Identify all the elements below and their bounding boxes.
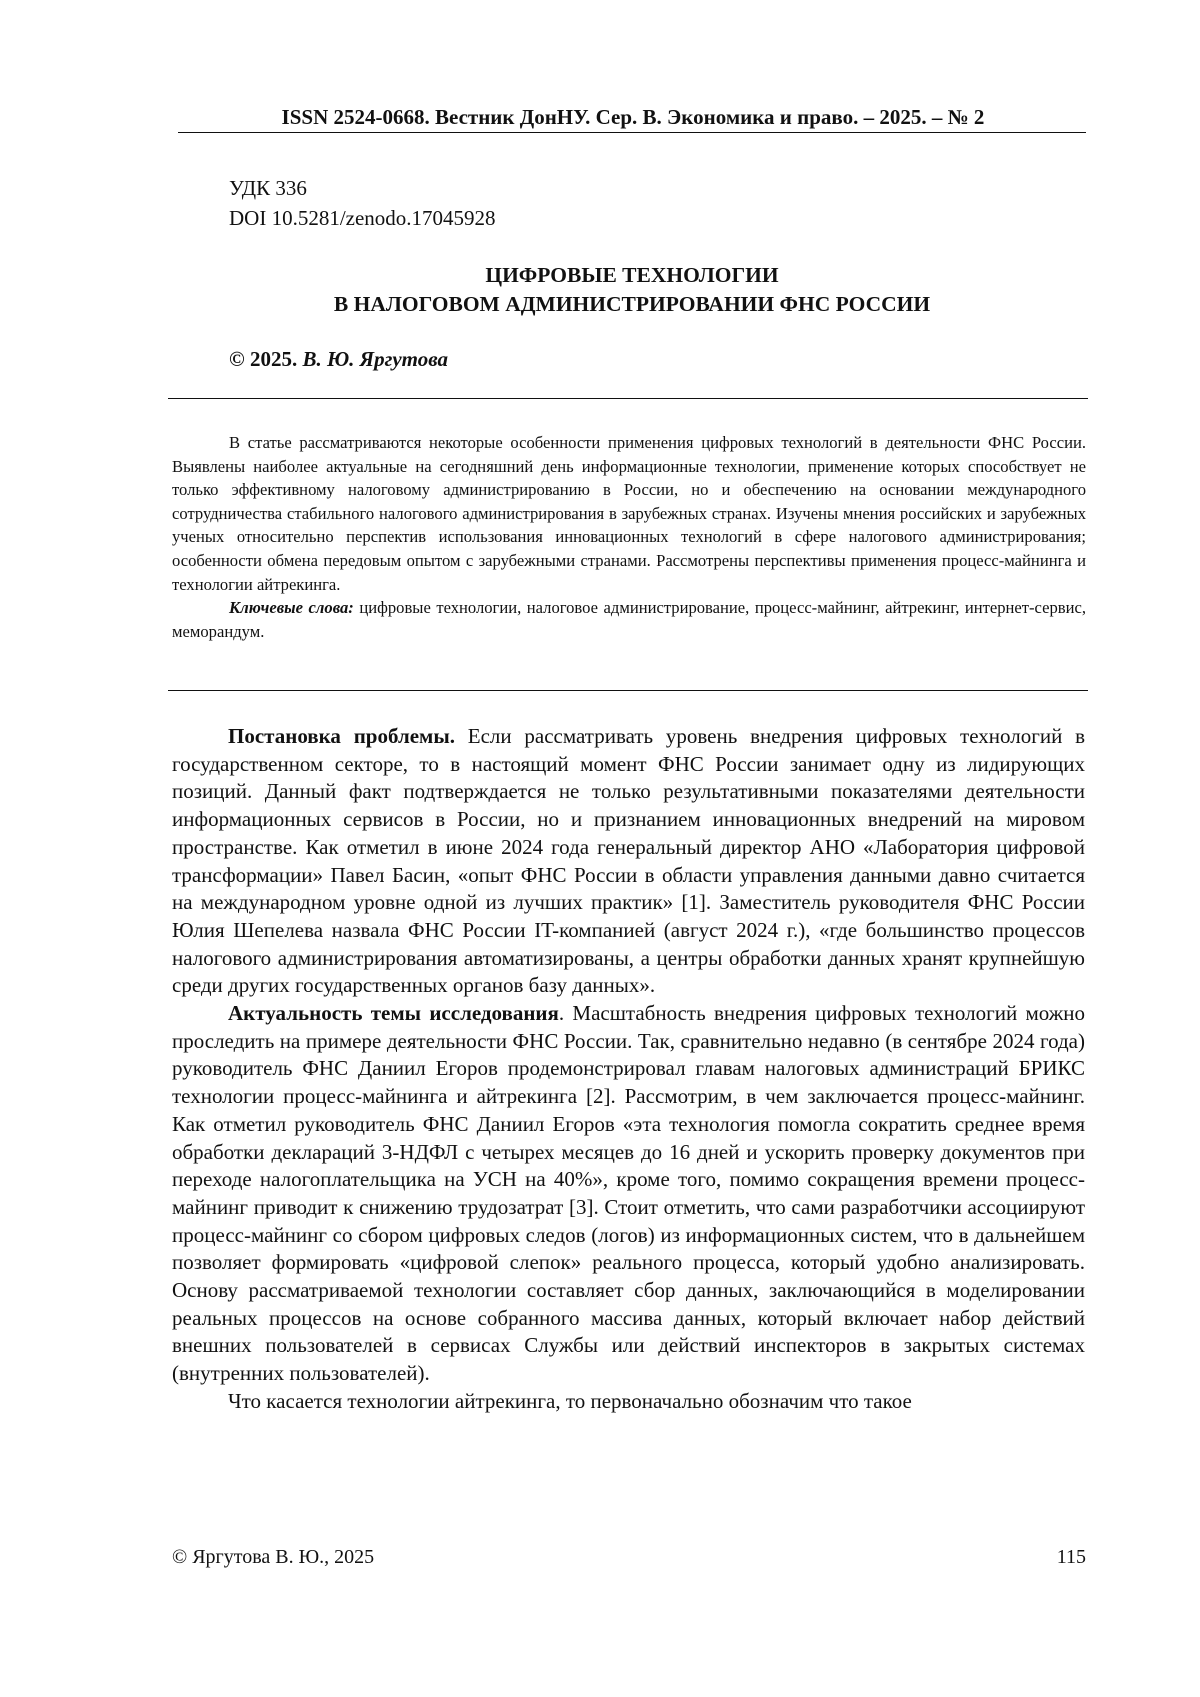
keywords-label: Ключевые слова: bbox=[229, 598, 354, 618]
paragraph-problem bbox=[172, 723, 1085, 1000]
paragraph-eyetracking: Что касается технологии айтрекинга, то первоначально обозначим что такое bbox=[228, 1388, 912, 1413]
doi: DOI 10.5281/zenodo.17045928 bbox=[229, 206, 496, 230]
paragraph-lead-problem: Постановка проблемы. bbox=[228, 724, 455, 748]
title-line-2: В НАЛОГОВОМ АДМИНИСТРИРОВАНИИ ФНС РОССИИ bbox=[333, 292, 931, 316]
running-head: ISSN 2524-0668. Вестник ДонНУ. Сер. В. Экономика и право. – 2025. – № 2 bbox=[281, 105, 985, 129]
udk-code: УДК 336 bbox=[229, 176, 307, 200]
abstract-bottom-rule bbox=[168, 690, 1088, 691]
page-number: 115 bbox=[1056, 1546, 1086, 1568]
article-meta bbox=[229, 173, 496, 233]
author-copyright: © 2025. bbox=[229, 347, 298, 371]
paragraph-relevance-text: . Масштабность внедрения цифровых технологий можно проследить на примере деятельности ФНС России. Так, сравнительно недавно (в сентябре 2024 года) руководитель ФНС Даниил Егоров продемонстрировал главам налоговых администраций БРИКС технологии процесс-майнинга и айтрекинга [2]. Рассмотрим, в чем заключается процесс-майнинг. Как отметил руководитель ФНС Даниил Егоров «эта технология помогла сократить среднее время обработки деклараций 3-НДФЛ с четырех месяцев до 16 дней и ускорить проверку документов при переходе налогоплательщика на УСН на 40%», кроме того, помимо сокращения времени процесс-майнинг приводит к снижению трудозатрат [3]. Стоит отметить, что сами разработчики ассоциируют процесс-майнинг со сбором цифровых следов (логов) из информационных систем, что в дальнейшем позволяет формировать «цифровой слепок» реального процесса, который удобно анализировать. Основу рассматриваемой технологии составляет сбор данных, заключающийся в моделировании реальных процессов на основе собранного массива данных, который включает набор действий внешних пользователей в сервисах Службы или действий инспекторов в закрытых системах (внутренних пользователей). bbox=[172, 1001, 1086, 1386]
title-line-1: ЦИФРОВЫЕ ТЕХНОЛОГИИ bbox=[485, 263, 779, 287]
keywords bbox=[172, 596, 1086, 643]
abstract-top-rule bbox=[168, 398, 1088, 399]
abstract-text: В статье рассматриваются некоторые особенности применения цифровых технологий в деятельности ФНС России. Выявлены наиболее актуальные на сегодняшний день информационные технологии, применение которых способствует не только эффективному налоговому администрированию в России, но и обеспечению на основании международного сотрудничества стабильного налогового администрирования в зарубежных странах. Изучены мнения российских и зарубежных ученых относительно перспектив использования инновационных технологий в сфере налогового администрирования; особенности обмена передовым опытом с зарубежными странами. Рассмотрены перспективы применения процесс-майнинга и технологии айтрекинга. bbox=[172, 433, 1086, 594]
header-rule bbox=[178, 132, 1086, 133]
author-line bbox=[229, 345, 448, 373]
abstract bbox=[172, 431, 1086, 643]
article-title bbox=[178, 261, 1086, 319]
article-body bbox=[172, 723, 1085, 1416]
paragraph-lead-relevance: Актуальность темы исследования bbox=[228, 1001, 559, 1026]
author-name: В. Ю. Яргутова bbox=[302, 347, 448, 371]
paragraph-relevance bbox=[172, 1000, 1085, 1388]
keywords-list: цифровые технологии, налоговое администрирование, процесс-майнинг, айтрекинг, интернет-сервис, меморандум. bbox=[172, 598, 1087, 641]
footer-copyright: © Яргутова В. Ю., 2025 bbox=[172, 1546, 375, 1568]
paragraph-problem-text: Если рассматривать уровень внедрения цифровых технологий в государственном секторе, то в настоящий момент ФНС России занимает одну из лидирующих позиций. Данный факт подтверждается не только результативными показателями деятельности информационных сервисов в России, но и признанием инновационных внедрений на мировом пространстве. Как отметил в июне 2024 года генеральный директор АНО «Лаборатория цифровой трансформации» Павел Басин, «опыт ФНС России в области управления данными давно считается на международном уровне одной из лучших практик» [1]. Заместитель руководителя ФНС России Юлия Шепелева назвала ФНС России IT-компанией (август 2024 г.), «где большинство процессов налогового администрирования автоматизированы, а центры обработки данных хранят крупнейшую среди других государственных органов базу данных». bbox=[172, 724, 1085, 998]
